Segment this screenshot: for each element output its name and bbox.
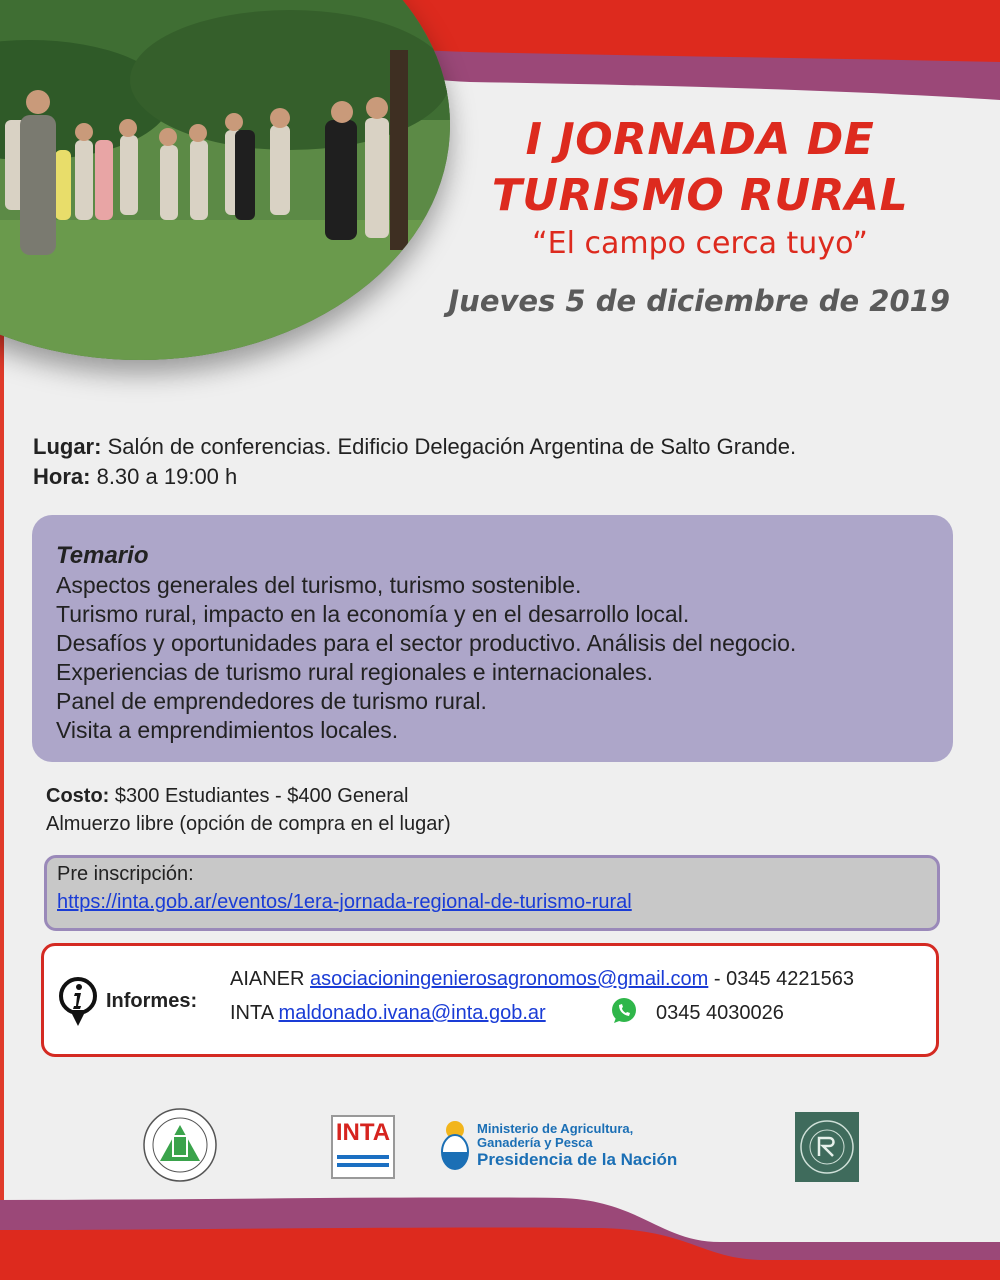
title-block (470, 112, 930, 264)
ministerio-line2: Ganadería y Pesca (477, 1135, 593, 1150)
cost-info (46, 782, 451, 838)
event-subtitle: “El campo cerca tuyo” (532, 226, 868, 261)
temario-item: Panel de emprendedores de turismo rural. (56, 688, 487, 714)
temario-item: Aspectos generales del turismo, turismo sostenible. (56, 572, 582, 598)
contact-org-inta: INTA (230, 1002, 273, 1024)
cost-label: Costo: (46, 785, 110, 807)
cost-value: $300 Estudiantes - $400 General (114, 785, 409, 807)
event-date: Jueves 5 de diciembre de 2019 (448, 284, 950, 318)
info-pin-icon (58, 974, 98, 1030)
informes-label: Informes: (106, 990, 198, 1012)
argentina-coat-of-arms-icon (437, 1118, 473, 1174)
phone-aianer: - 0345 4221563 (713, 968, 855, 990)
contact-aianer (230, 968, 854, 991)
lunch-note: Almuerzo libre (opción de compra en el lugar) (46, 813, 451, 835)
temario-item: Turismo rural, impacto en la economía y en el desarrollo local. (56, 601, 690, 627)
whatsapp-icon (609, 996, 639, 1026)
inta-logo-stripe (337, 1163, 389, 1167)
informes-box (41, 943, 939, 1057)
hora-value: 8.30 a 19:00 h (96, 464, 238, 489)
inta-logo-stripe (337, 1155, 389, 1159)
presidencia-text: Presidencia de la Nación (477, 1150, 678, 1169)
cost-line (46, 782, 451, 810)
preinscription-label: Pre inscripción: (57, 863, 194, 885)
lugar-label: Lugar: (33, 434, 102, 459)
email-link-aianer[interactable]: asociacioningenierosagronomos@gmail.com (310, 968, 709, 990)
bottom-wave-decoration (0, 1170, 1000, 1280)
ministerio-line1: Ministerio de Agricultura, (477, 1121, 634, 1136)
venue-info (33, 432, 796, 492)
hora-label: Hora: (33, 464, 91, 489)
phone-inta: 0345 4030026 (656, 1002, 784, 1024)
preinscription-box (44, 855, 940, 931)
ministerio-name (477, 1122, 633, 1150)
temario-box (32, 515, 953, 762)
contact-inta (230, 1002, 546, 1025)
inta-logo-text: INTA (335, 1119, 391, 1146)
lugar-value: Salón de conferencias. Edificio Delegación Argentina de Salto Grande. (107, 434, 797, 459)
event-title-line1: I JORNADA DE (525, 114, 875, 165)
contact-org-aianer: AIANER (230, 968, 305, 990)
lugar-line (33, 432, 796, 462)
preinscription-link[interactable]: https://inta.gob.ar/eventos/1era-jornada-regional-de-turismo-rural (57, 891, 632, 913)
hora-line (33, 462, 796, 492)
temario-item: Desafíos y oportunidades para el sector productivo. Análisis del negocio. (56, 630, 797, 656)
event-title-line2: TURISMO RURAL (491, 170, 909, 221)
temario-title: Temario (56, 542, 149, 569)
group-photo (0, 0, 450, 360)
temario-item: Experiencias de turismo rural regionales e internacionales. (56, 659, 654, 685)
email-link-inta[interactable]: maldonado.ivana@inta.gob.ar (278, 1002, 546, 1024)
temario-item: Visita a emprendimientos locales. (56, 717, 399, 743)
